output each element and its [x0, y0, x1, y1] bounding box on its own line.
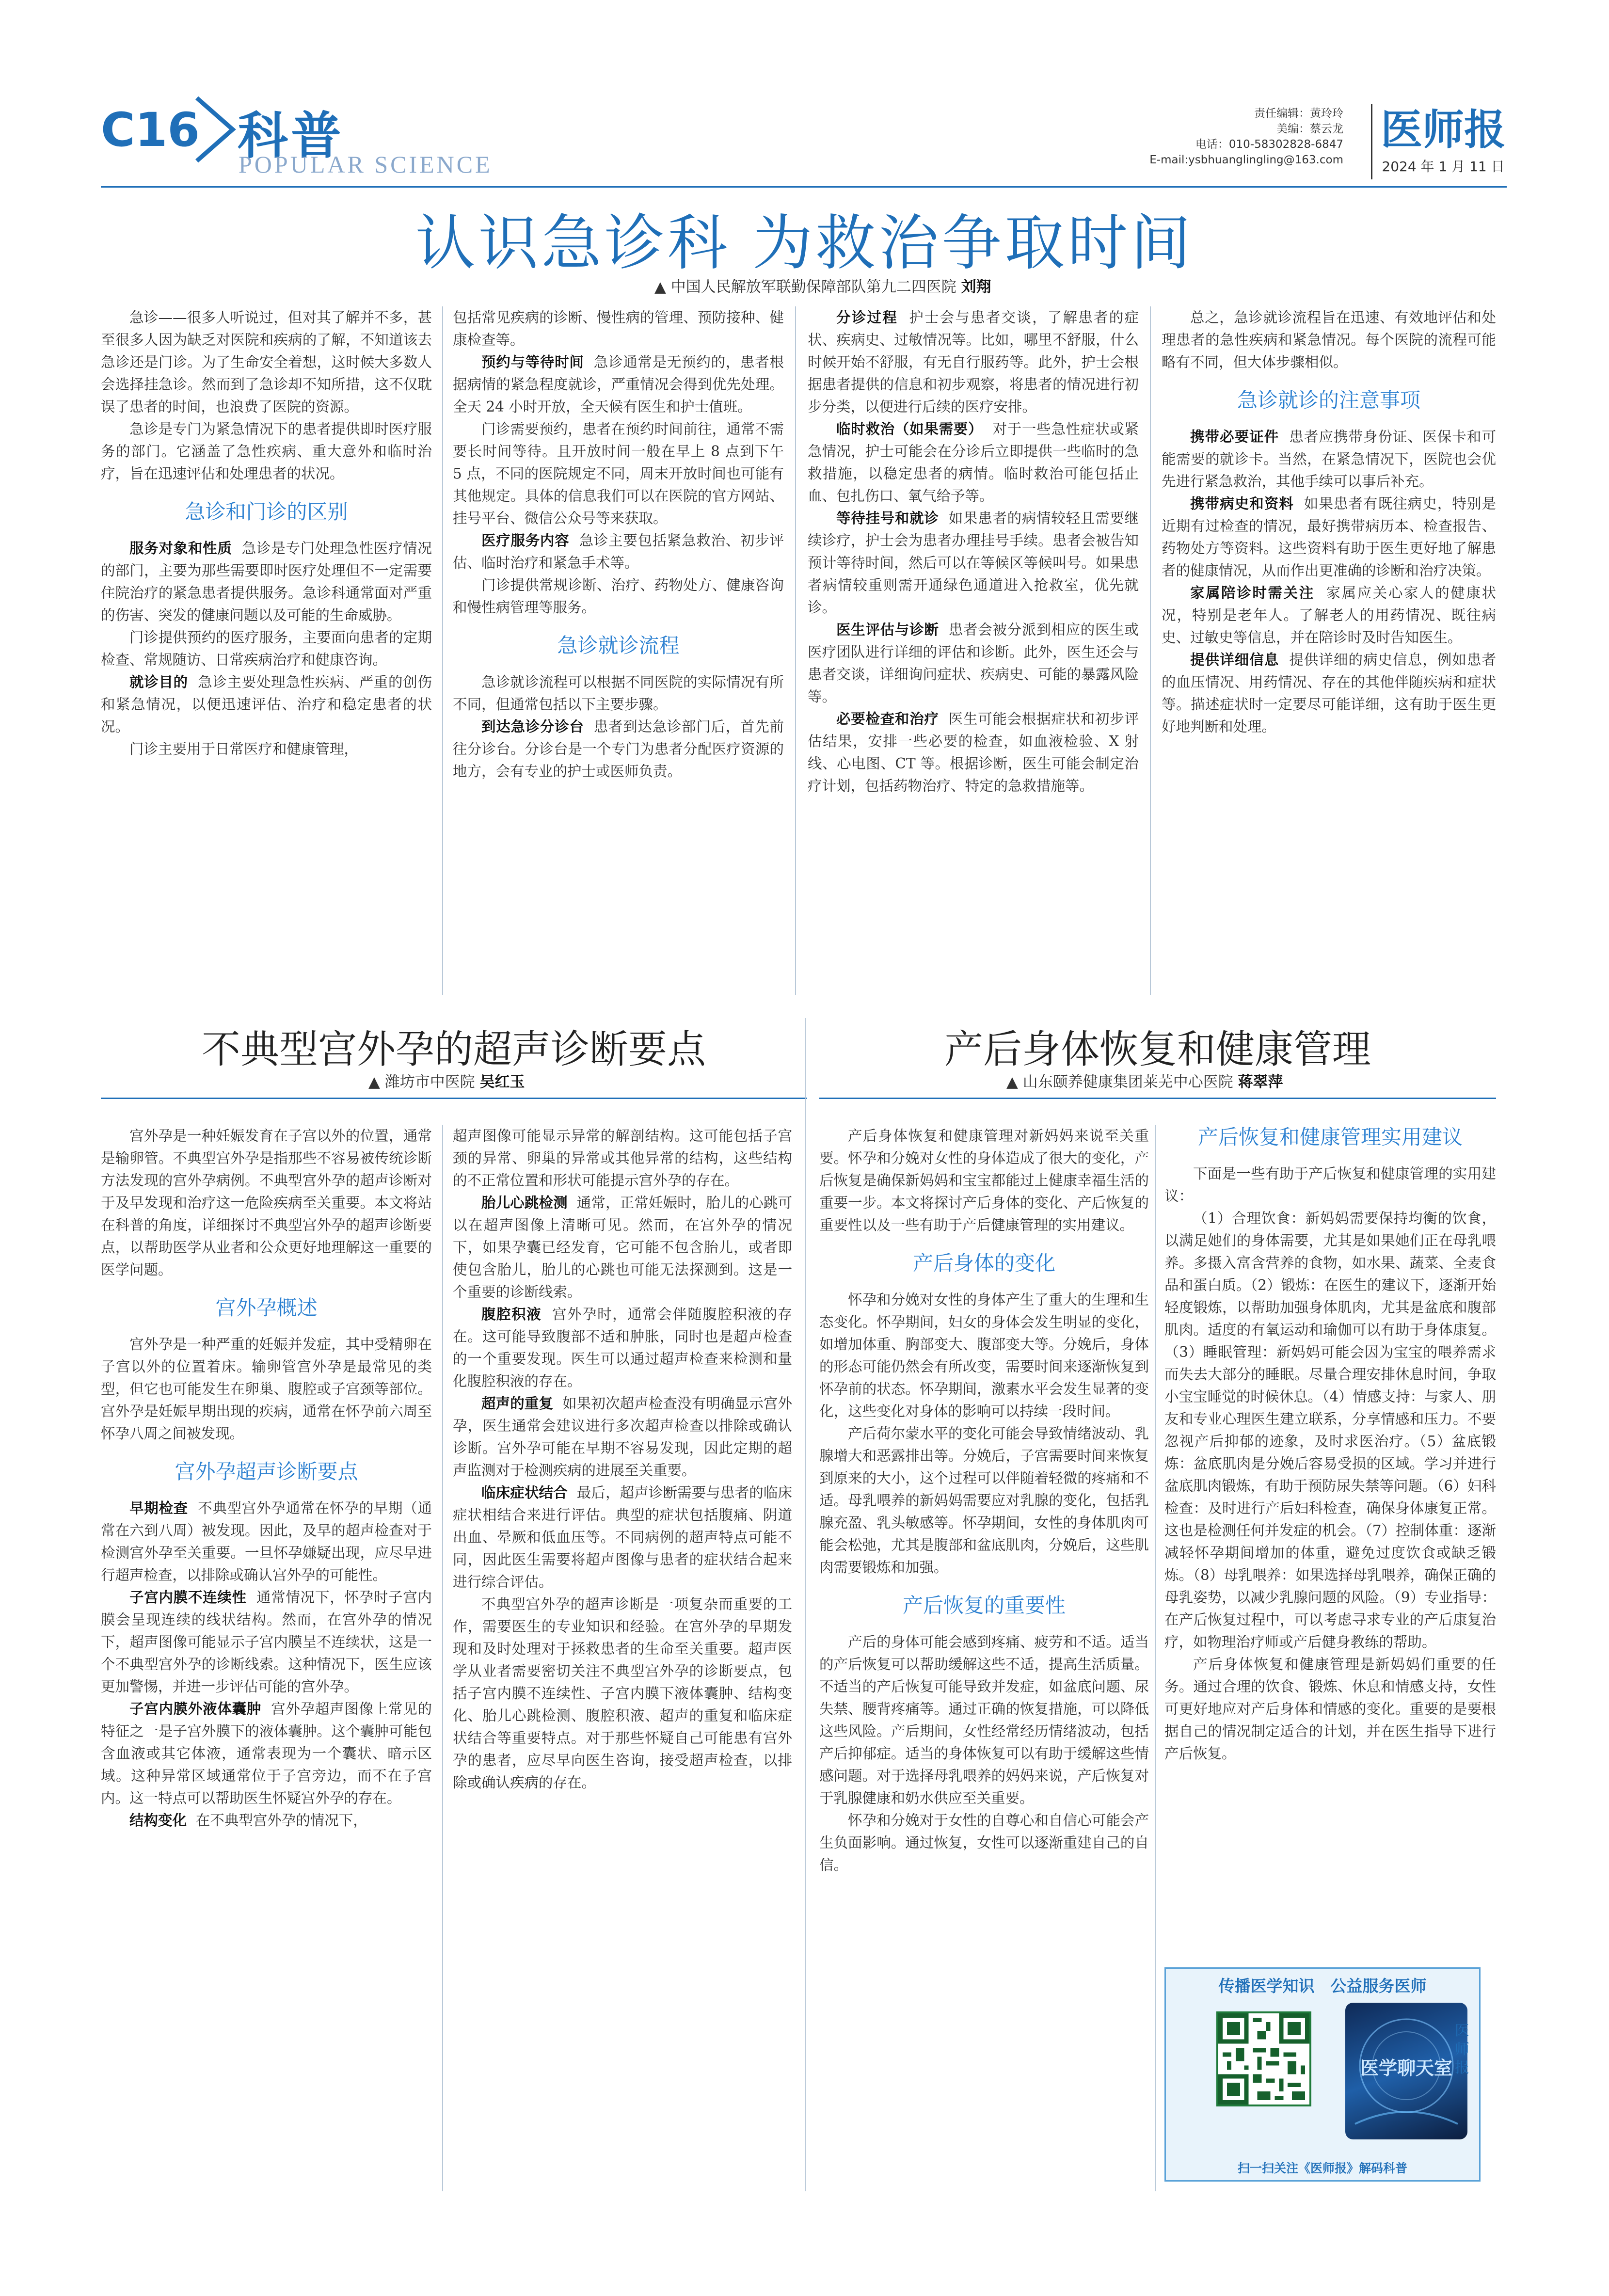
- article3-rule: [819, 1098, 1496, 1099]
- paragraph-lead: 服务对象和性质: [129, 540, 232, 557]
- article3-col1: [819, 1125, 1149, 1876]
- paragraph: [1164, 1207, 1496, 1653]
- article3-byline-author: 蒋翠萍: [1238, 1073, 1283, 1091]
- paragraph: [453, 418, 784, 529]
- paragraph-text: 如果患者有既往病史，特别是近期有过检查的情况，最好携带病历本、检查报告、药物处方等资料。这些资料有助于医生更好地了解患者的健康情况，从而作出更准确的诊断和治疗决策。: [1162, 495, 1496, 579]
- section-subtitle: POPULAR SCIENCE: [239, 151, 493, 178]
- paragraph: [1162, 426, 1496, 493]
- paragraph: [453, 1392, 792, 1482]
- paragraph-text: 护士会与患者交谈，了解患者的症状、疾病史、过敏情况等。比如，哪里不舒服，什么时候开始不舒服，有无自行服药等。此外，护士会根据患者提供的信息和初步观察，将患者的情况进行初步分类，以便进行后续的医疗安排。: [808, 309, 1139, 415]
- paragraph-text: 急诊——很多人听说过，但对其了解并不多，甚至很多人因为缺乏对医院和疾病的了解，不知道该去急诊还是门诊。为了生命安全着想，这时候大多数人会选择挂急诊。然而到了急诊却不知所措，这不仅耽误了患者的时间，也浪费了医院的资源。: [101, 309, 432, 415]
- paragraph-lead: 临时救治（如果需要）: [836, 421, 983, 437]
- paragraph: [101, 671, 432, 738]
- paragraph-lead: 医生评估与诊断: [836, 622, 939, 638]
- promo-slogan: 传播医学知识 公益服务医师: [1218, 1977, 1427, 1995]
- paragraph-text: 总之，急诊就诊流程旨在迅速、有效地评估和处理患者的急性疾病和紧急情况。每个医院的流程可能略有不同，但大体步骤相似。: [1162, 309, 1496, 370]
- paragraph: [453, 1192, 792, 1303]
- paragraph: [453, 574, 784, 619]
- subheading: 产后恢复的重要性: [902, 1594, 1066, 1617]
- paragraph: [819, 1422, 1149, 1578]
- paragraph-text: 急诊主要处理急性疾病、严重的创伤和紧急情况，以便迅速评估、治疗和稳定患者的状况。: [101, 674, 432, 735]
- article2-col2: [453, 1125, 792, 1794]
- paragraph-text: 宫外孕是一种妊娠发育在子宫以外的位置，通常是输卵管。不典型宫外孕是指那些不容易被传统诊断方法发现的宫外孕病例。不典型宫外孕的超声诊断对于及早发现和治疗这一危险疾病至关重要。本文将站在科普的角度，详细探讨不典型宫外孕的超声诊断要点，以帮助医学从业者和公众更好地理解这一重要的医学问题。: [101, 1128, 432, 1278]
- paragraph-text: 急诊是专门处理急性医疗情况的部门，主要为那些需要即时医疗处理但不一定需要住院治疗的紧急患者提供服务。急诊科通常面对严重的伤害、突发的健康问题以及可能的生命威胁。: [101, 540, 432, 623]
- paragraph: [101, 1333, 432, 1445]
- paragraph-text: 不典型宫外孕通常在怀孕的早期（通常在六到八周）被发现。因此，及早的超声检查对于检测宫外孕至关重要。一旦怀孕嫌疑出现，应尽早进行超声检查，以排除或确认宫外孕的可能性。: [101, 1500, 432, 1583]
- masthead-logo: 医师报: [1381, 105, 1506, 154]
- paragraph-text: 患者会被分派到相应的医生或医疗团队进行详细的评估和诊断。此外，医生还会与患者交谈，详细询问症状、疾病史、可能的暴露风险等。: [808, 622, 1139, 705]
- paragraph-text: 通常情况下，怀孕时子宫内膜会呈现连续的线状结构。然而，在宫外孕的情况下，超声图像可能显示子宫内膜呈不连续状，这是一个不典型宫外孕的诊断线索。这种情况下，医生应该更加警惕，并进一步评估可能的宫外孕。: [101, 1589, 432, 1695]
- paragraph-text: 最后，超声诊断需要与患者的临床症状相结合来进行评估。典型的症状包括腹痛、阴道出血、晕厥和低血压等。不同病例的超声特点可能不同，因此医生需要将超声图像与患者的症状结合起来进行综合评估。: [453, 1484, 792, 1590]
- article2-byline-author: 吴红玉: [479, 1073, 525, 1091]
- paragraph-lead: 超声的重复: [481, 1395, 554, 1412]
- column-rule: [1150, 306, 1151, 995]
- paragraph-lead: 就诊目的: [129, 674, 188, 690]
- paragraph: [808, 708, 1139, 797]
- paragraph-lead: 携带必要证件: [1190, 429, 1279, 445]
- tv-show-image: [1345, 2003, 1467, 2139]
- column-rule: [442, 1125, 443, 2191]
- header-rule: [101, 186, 1507, 188]
- credit-phone: 电话：010-58302828-6847: [1195, 138, 1343, 151]
- paragraph-text: 宫外孕时，通常会伴随腹腔积液的存在。这可能导致腹部不适和肿胀，同时也是超声检查的一个重要发现。医生可以通过超声检查来检测和量化腹腔积液的存在。: [453, 1306, 792, 1389]
- paragraph: [453, 1482, 792, 1593]
- credit-editor: 责任编辑：黄玲玲: [1254, 107, 1343, 120]
- paragraph-lead: 提供详细信息: [1190, 652, 1279, 668]
- paragraph-lead: 腹腔积液: [481, 1306, 542, 1323]
- column-rule: [1155, 1125, 1156, 2191]
- subheading: 急诊就诊的注意事项: [1237, 388, 1420, 412]
- paragraph: [453, 1303, 792, 1392]
- paragraph: [819, 1289, 1149, 1422]
- paragraph: [453, 671, 784, 716]
- credit-email: E-mail:ysbhuanglingling@163.com: [1149, 154, 1343, 166]
- article2-rule: [101, 1098, 807, 1099]
- article1-col3: [808, 306, 1139, 797]
- paragraph: [453, 351, 784, 418]
- paragraph-text: 提供详细的病史信息，例如患者的血压情况、用药情况、存在的其他伴随疾病和症状等。描述症状时一定要尽可能详细，这有助于医生更好地判断和处理。: [1162, 652, 1496, 735]
- paragraph-text: 宫外孕超声图像上常见的特征之一是子宫外膜下的液体囊肿。这个囊肿可能包含血液或其它体液，通常表现为一个囊状、暗示区域。这种异常区域通常位于子宫旁边，而不在子宫内。这一特点可以帮助医生怀疑宫外孕的存在。: [101, 1701, 432, 1806]
- chevron-right-icon: [188, 93, 241, 166]
- paragraph-text: （1）合理饮食：新妈妈需要保持均衡的饮食，以满足她们的身体需要，尤其是如果她们正在母乳喂养。多摄入富含营养的食物，如水果、蔬菜、全麦食品和蛋白质。（2）锻炼：在医生的建议下，逐渐开始轻度锻炼，以帮助加强身体肌肉，尤其是盆底和腹部肌肉。适度的有氧运动和瑜伽可以有助于身体康复。（3）睡眠管理：新妈妈可能会因为宝宝的喂养需求而失去大部分的睡眠。尽量合理安排休息时间，争取小宝宝睡觉的时候休息。（4）情感支持：与家人、朋友和专业心理医生建立联系，分享情感和压力。不要忽视产后抑郁的迹象，及时求医治疗。（5）盆底锻炼：盆底肌肉是分娩后容易受损的区域。学习并进行盆底肌肉锻炼，有助于预防尿失禁等问题。（6）妇科检查：及时进行产后妇科检查，确保身体康复正常。这也是检测任何并发症的机会。（7）控制体重：逐渐减轻怀孕期间增加的体重，避免过度饮食或缺乏锻炼。（8）母乳喂养：如果选择母乳喂养，确保正确的母乳姿势，以减少乳腺问题的风险。（9）专业指导：在产后恢复过程中，可以考虑寻求专业的产后康复治疗，如物理治疗师或产后健身教练的帮助。: [1164, 1210, 1496, 1650]
- paragraph: [453, 716, 784, 782]
- paragraph-text: 宫外孕是一种严重的妊娠并发症，其中受精卵在子宫以外的位置着床。输卵管宫外孕是最常见的类型，但它也可能发生在卵巢、腹腔或子宫颈等部位。宫外孕是妊娠早期出现的疾病，通常在怀孕前六周至怀孕八周之间被发现。: [101, 1336, 432, 1442]
- promo-caption: 扫一扫关注《医师报》解码科普: [1237, 2161, 1407, 2175]
- page-number: C16: [101, 103, 200, 157]
- paragraph-text: 包括常见疾病的诊断、慢性病的管理、预防接种、健康检查等。: [453, 309, 784, 348]
- credit-designer: 美编：蔡云龙: [1276, 123, 1343, 135]
- article3-byline: [1006, 1069, 1283, 1091]
- column-rule: [795, 306, 796, 995]
- article1-byline: [654, 274, 991, 296]
- paragraph-text: 不典型宫外孕的超声诊断是一项复杂而重要的工作，需要医生的专业知识和经验。在宫外孕的早期发现和及时处理对于拯救患者的生命至关重要。超声医学从业者需要密切关注不典型宫外孕的诊断要点，包括子宫内膜不连续性、子宫内膜下液体囊肿、结构变化、胎儿心跳检测、腹腔积液、超声的重复和临床症状结合等重要特点。对于那些怀疑自己可能患有宫外孕的患者，应尽早向医生咨询，接受超声检查，以排除或确认疾病的存在。: [453, 1596, 792, 1791]
- article1-col1: [101, 306, 432, 760]
- subheading: 产后恢复和健康管理实用建议: [1197, 1125, 1463, 1149]
- paragraph-lead: 临床症状结合: [481, 1484, 568, 1501]
- article3-title: 产后身体恢复和健康管理: [944, 1027, 1371, 1072]
- paragraph: [819, 1125, 1149, 1236]
- paragraph: [1162, 649, 1496, 738]
- paragraph-text: 通常，正常妊娠时，胎儿的心跳可以在超声图像上清晰可见。然而，在宫外孕的情况下，如果孕囊已经发育，它可能不包含胎儿，或者即使包含胎儿，胎儿的心跳也可能无法探测到。这是一个重要的诊断线索。: [453, 1195, 792, 1300]
- paragraph-text: 如果患者的病情较轻且需要继续诊疗，护士会为患者办理挂号手续。患者会被告知预计等待时间，然后可以在等候区等候叫号。如果患者病情较重则需开通绿色通道进入抢救室，优先就诊。: [808, 510, 1139, 616]
- paragraph: [101, 1809, 432, 1832]
- issue-date: 2024 年 1 月 11 日: [1382, 159, 1505, 175]
- subheading: 宫外孕超声诊断要点: [175, 1460, 358, 1483]
- paragraph: [1162, 306, 1496, 373]
- column-rule: [805, 1018, 806, 2191]
- promo-side-label: 医师报: [1455, 2023, 1469, 2076]
- paragraph: [808, 619, 1139, 708]
- paragraph: [808, 306, 1139, 418]
- article1-col4: [1162, 306, 1496, 738]
- paragraph: [101, 537, 432, 626]
- column-rule: [442, 306, 443, 995]
- paragraph-lead: 等待挂号和就诊: [836, 510, 939, 526]
- paragraph: [808, 418, 1139, 507]
- subheading: 急诊和门诊的区别: [185, 500, 348, 524]
- editor-credits: [1149, 106, 1343, 168]
- paragraph-text: 患者应携带身份证、医保卡和可能需要的就诊卡。当然，在紧急情况下，医院也会优先进行紧急救治，其他手续可以事后补充。: [1162, 429, 1496, 490]
- paragraph-text: 产后的身体可能会感到疼痛、疲劳和不适。适当的产后恢复可以帮助缓解这些不适，提高生活质量。不适当的产后恢复可能导致并发症，如盆底问题、尿失禁、腰背疼痛等。通过正确的恢复措施，可以降低这些风险。产后期间，女性经常经历情绪波动，包括产后抑郁症。适当的身体恢复可以有助于缓解这些情感问题。对于选择母乳喂养的妈妈来说，产后恢复对于乳腺健康和奶水供应至关重要。: [819, 1634, 1149, 1806]
- promo-banner: [1164, 1967, 1481, 2182]
- paragraph-lead: 早期检查: [129, 1500, 188, 1516]
- paragraph: [101, 418, 432, 485]
- paragraph: [1162, 493, 1496, 582]
- paragraph-text: 家属应关心家人的健康状况，特别是老年人。了解老人的用药情况、既往病史、过敏史等信息，并在陪诊时及时告知医生。: [1162, 585, 1496, 646]
- paragraph-text: 急诊是专门为紧急情况下的患者提供即时医疗服务的部门。它涵盖了急性疾病、重大意外和临时治疗，旨在迅速评估和处理患者的状况。: [101, 421, 432, 482]
- paragraph-text: 在不典型宫外孕的情况下，: [195, 1812, 367, 1829]
- subheading: 产后身体的变化: [912, 1251, 1055, 1275]
- paragraph: [819, 1809, 1149, 1876]
- paragraph-text: 超声图像可能显示异常的解剖结构。这可能包括子宫颈的异常、卵巢的异常或其他异常的结构，这些结构的不正常位置和形状可能提示宫外孕的存在。: [453, 1128, 792, 1189]
- paragraph-text: 门诊提供常规诊断、治疗、药物处方、健康咨询和慢性病管理等服务。: [453, 577, 784, 616]
- article3-col2: [1164, 1125, 1496, 1765]
- article1-title: 认识急诊科 为救治争取时间: [415, 208, 1194, 278]
- paragraph-text: 产后荷尔蒙水平的变化可能会导致情绪波动、乳腺增大和恶露排出等。分娩后，子宫需要时间来恢复到原来的大小，这个过程可以伴随着轻微的疼痛和不适。母乳喂养的新妈妈需要应对乳腺的变化，包括乳腺充盈、乳头敏感等。怀孕期间，女性的身体肌肉可能会松弛，尤其是腹部和盆底肌肉，分娩后，这些肌肉需要锻炼和加强。: [819, 1425, 1149, 1576]
- paragraph: [453, 529, 784, 574]
- paragraph: [101, 738, 432, 760]
- paragraph-text: 患者到达急诊部门后，首先前往分诊台。分诊台是一个专门为患者分配医疗资源的地方，会有专业的护士或医师负责。: [453, 718, 784, 780]
- qr-code-icon[interactable]: [1216, 2011, 1311, 2106]
- paragraph: [101, 1586, 432, 1698]
- article2-byline: [368, 1069, 525, 1091]
- paragraph: [808, 507, 1139, 619]
- paragraph-text: 急诊就诊流程可以根据不同医院的实际情况有所不同，但通常包括以下主要步骤。: [453, 674, 784, 713]
- paragraph-lead: 结构变化: [129, 1812, 187, 1829]
- paragraph-text: 急诊主要包括紧急救治、初步评估、临时治疗和紧急手术等。: [453, 532, 784, 571]
- paragraph-lead: 必要检查和治疗: [836, 711, 939, 727]
- paragraph-lead: 子宫内膜不连续性: [129, 1589, 247, 1606]
- paragraph-text: 医生可能会根据症状和初步评估结果，安排一些必要的检查，如血液检验、X 射线、心电图、CT 等。根据诊断，医生可能会制定治疗计划，包括药物治疗、特定的急救措施等。: [808, 711, 1139, 794]
- paragraph-text: 怀孕和分娩对女性的身体产生了重大的生理和生态变化。怀孕期间，妇女的身体会发生明显的变化，如增加体重、胸部变大、腹部变大等。分娩后，身体的形态可能仍然会有所改变，需要时间来逐渐恢复到怀孕前的状态。怀孕期间，激素水平会发生显著的变化，这些变化对身体的影响可以持续一段时间。: [819, 1292, 1149, 1419]
- paragraph-lead: 携带病史和资料: [1190, 495, 1294, 512]
- article3-byline-org: ▲ 山东颐养健康集团莱芜中心医院: [1006, 1073, 1233, 1091]
- subheading: 宫外孕概述: [215, 1296, 318, 1320]
- subheading: 急诊就诊流程: [557, 634, 680, 657]
- header-divider: [1371, 104, 1372, 179]
- paragraph: [101, 1698, 432, 1809]
- paragraph-text: 如果初次超声检查没有明确显示宫外孕，医生通常会建议进行多次超声检查以排除或确认诊断。宫外孕可能在早期不容易发现，因此定期的超声监测对于检测疾病的进展至关重要。: [453, 1395, 792, 1479]
- article1-byline-org: ▲ 中国人民解放军联勤保障部队第九二四医院: [654, 278, 956, 296]
- paragraph: [101, 1497, 432, 1586]
- paragraph-lead: 医疗服务内容: [481, 532, 570, 549]
- paragraph-text: 怀孕和分娩对于女性的自尊心和自信心可能会产生负面影响。通过恢复，女性可以逐渐重建自己的自信。: [819, 1812, 1149, 1873]
- paragraph: [453, 1593, 792, 1794]
- paragraph-text: 产后身体恢复和健康管理对新妈妈来说至关重要。怀孕和分娩对女性的身体造成了很大的变化，产后恢复是确保新妈妈和宝宝都能过上健康幸福生活的重要一步。本文将探讨产后身体的变化、产后恢复的重要性以及一些有助于产后健康管理的实用建议。: [819, 1128, 1149, 1233]
- paragraph: [1162, 582, 1496, 649]
- paragraph-text: 产后身体恢复和健康管理是新妈妈们重要的任务。通过合理的饮食、锻炼、休息和情感支持，女性可更好地应对产后身体和情感的变化。重要的是要根据自己的情况制定适合的计划，并在医生指导下进行产后恢复。: [1164, 1656, 1496, 1762]
- paragraph: [101, 306, 432, 418]
- paragraph-lead: 到达急诊分诊台: [481, 718, 584, 735]
- paragraph: [453, 1125, 792, 1192]
- paragraph: [1164, 1653, 1496, 1765]
- paragraph-lead: 家属陪诊时需关注: [1190, 585, 1315, 601]
- paragraph-text: 急诊通常是无预约的，患者根据病情的紧急程度就诊，严重情况会得到优先处理。全天 24 小时开放，全天候有医生和护士值班。: [453, 354, 784, 415]
- article1-byline-author: 刘翔: [961, 278, 991, 296]
- paragraph: [1164, 1163, 1496, 1207]
- paragraph: [101, 1125, 432, 1281]
- article2-title: 不典型宫外孕的超声诊断要点: [202, 1027, 706, 1072]
- paragraph-text: 门诊提供预约的医疗服务，主要面向患者的定期检查、常规随访、日常疾病治疗和健康咨询。: [101, 629, 432, 668]
- paragraph: [819, 1631, 1149, 1809]
- paragraph-lead: 胎儿心跳检测: [481, 1195, 568, 1211]
- section-title: 科普: [238, 106, 345, 165]
- paragraph: [101, 626, 432, 671]
- article2-byline-org: ▲ 潍坊市中医院: [368, 1073, 475, 1091]
- tv-show-label: 医学聊天室: [1360, 2057, 1452, 2079]
- paragraph-lead: 子宫内膜外液体囊肿: [129, 1701, 262, 1717]
- article2-col1: [101, 1125, 432, 1832]
- paragraph-lead: 分诊过程: [836, 309, 898, 326]
- paragraph-text: 对于一些急性症状或紧急情况，护士可能会在分诊后立即提供一些临时的急救措施，以稳定患者的病情。临时救治可能包括止血、包扎伤口、氧气给予等。: [808, 421, 1139, 504]
- paragraph-lead: 预约与等待时间: [481, 354, 584, 370]
- paragraph-text: 下面是一些有助于产后恢复和健康管理的实用建议：: [1164, 1165, 1496, 1204]
- paragraph-text: 门诊需要预约，患者在预约时间前往，通常不需要长时间等待。且开放时间一般在早上 8 点到下午 5 点，不同的医院规定不同，周末开放时间也可能有其他规定。具体的信息我们可以在医院的官方网站、挂号平台、微信公众号等来获取。: [453, 421, 784, 526]
- article1-col2: [453, 306, 784, 782]
- paragraph: [453, 306, 784, 351]
- paragraph-text: 门诊主要用于日常医疗和健康管理，: [129, 741, 359, 757]
